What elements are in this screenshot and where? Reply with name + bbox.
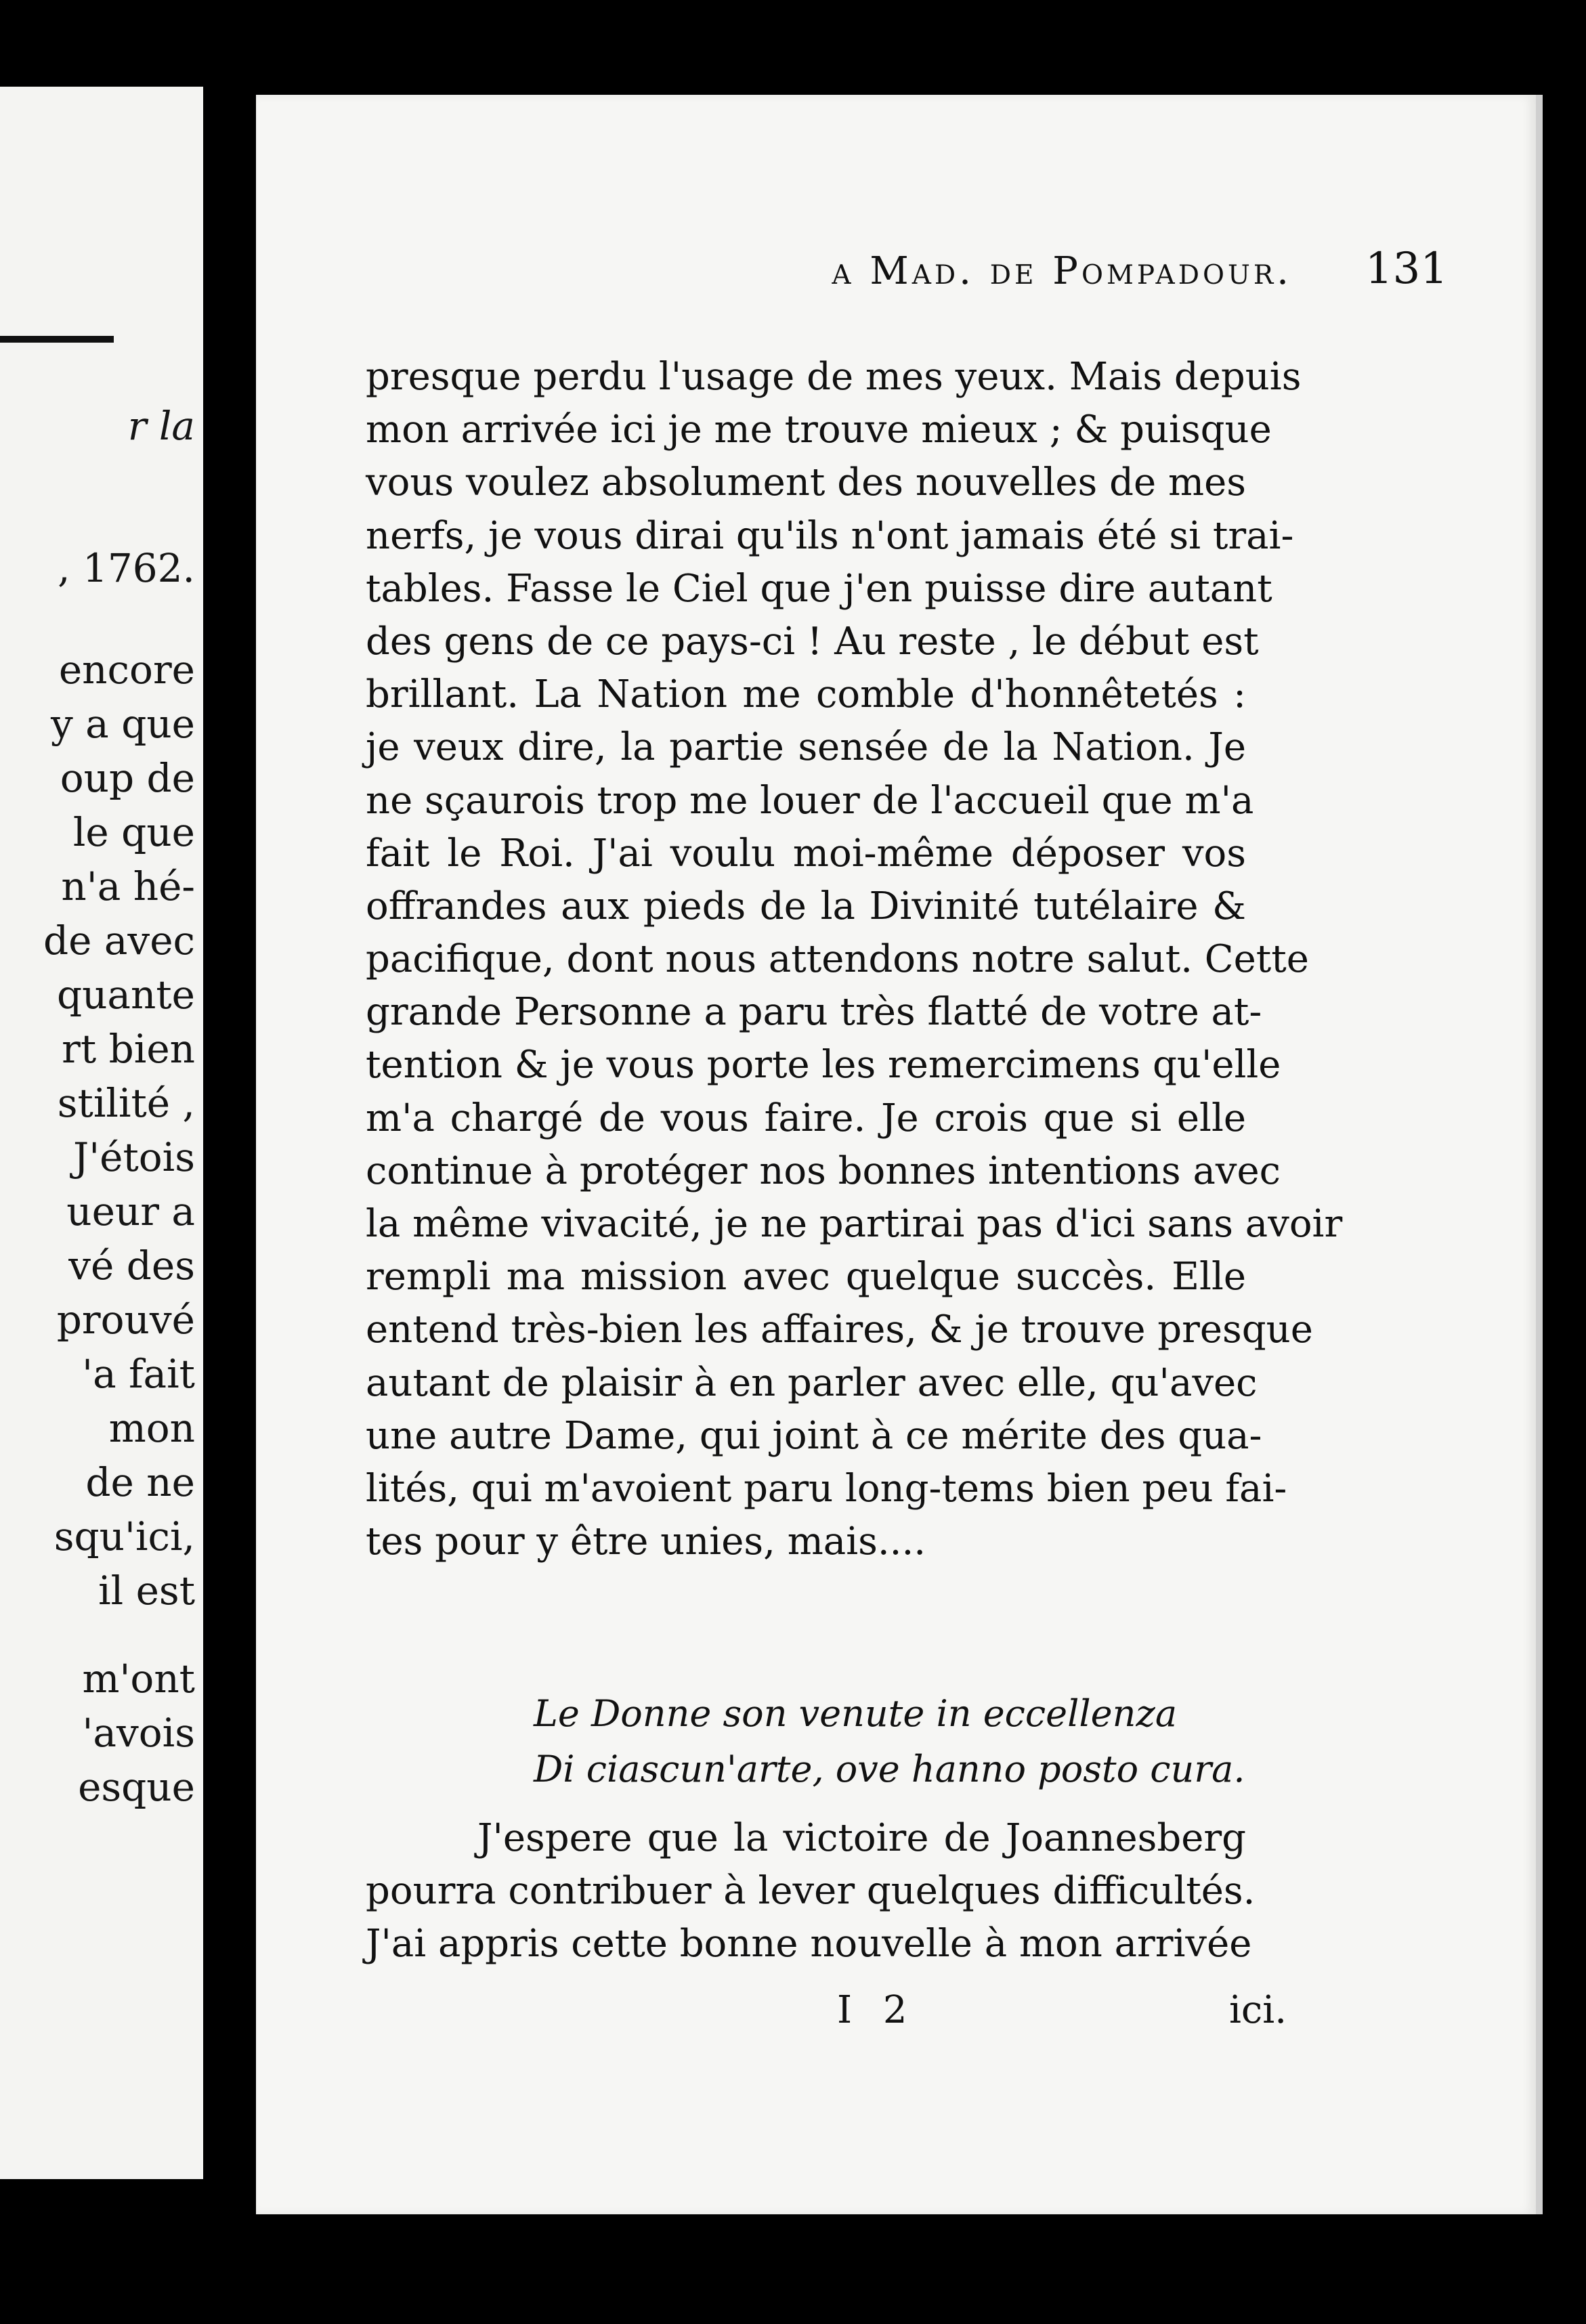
text-line: ne sçaurois trop me louer de l'accueil que m'a [366, 778, 1254, 823]
left-page-line: y a que [50, 701, 195, 747]
text-line: pourra contribuer à lever quelques difficultés. [366, 1869, 1256, 1914]
left-page-line: m'ont [82, 1656, 195, 1702]
verse-line: Di ciascun'arte, ove hanno posto cura. [534, 1748, 1245, 1790]
left-page-line: n'a hé- [61, 863, 195, 909]
left-page-line: 'a fait [82, 1351, 195, 1397]
text-line: offrandes aux pieds de la Divinité tutélaire & [366, 884, 1246, 928]
text-line: J'ai appris cette bonne nouvelle à mon arrivée [366, 1922, 1252, 1966]
right-page [256, 95, 1543, 2214]
left-page-line: mon [108, 1405, 195, 1451]
left-page-line: r la [127, 403, 195, 449]
left-page-line: de avec [43, 918, 195, 964]
book-gutter [203, 87, 252, 2179]
signature-mark: I 2 [837, 1988, 917, 2032]
left-page-line: rt bien [62, 1026, 195, 1072]
paragraph-1 [366, 351, 1343, 1568]
text-line: autant de plaisir à en parler avec elle, qu'avec [366, 1360, 1258, 1405]
left-page-line: oup de [60, 755, 195, 801]
left-page-line: quante [56, 972, 195, 1018]
paragraph-2 [366, 1812, 1256, 1971]
text-line: continue à protéger nos bonnes intentions avec [366, 1148, 1281, 1193]
left-page-line: encore [58, 647, 195, 693]
left-page-rule [0, 336, 114, 343]
page-footer [256, 1988, 1287, 2042]
text-line: tables. Fasse le Ciel que j'en puisse dire autant [366, 566, 1272, 611]
left-page-line: ueur a [66, 1188, 195, 1234]
text-line: nerfs, je vous dirai qu'ils n'ont jamais été si trai- [366, 513, 1294, 558]
text-line: une autre Dame, qui joint à ce mérite des qua- [366, 1413, 1262, 1458]
text-line: m'a chargé de vous faire. Je crois que si elle [366, 1096, 1246, 1140]
left-page-line: 'avois [82, 1710, 195, 1756]
verse-line: Le Donne son venute in eccellenza [534, 1692, 1178, 1735]
left-page-line: J'étois [72, 1134, 195, 1180]
left-page-line: prouvé [56, 1297, 195, 1343]
text-line: pacifique, dont nous attendons notre salut. Cette [366, 937, 1309, 982]
text-line: rempli ma mission avec quelque succès. Elle [366, 1255, 1246, 1299]
left-page-line: stilité , [57, 1080, 195, 1126]
left-page-line: il est [98, 1568, 195, 1614]
text-line: entend très-bien les affaires, & je trouve presque [366, 1308, 1313, 1352]
text-line: mon arrivée ici je me trouve mieux ; & puisque [366, 408, 1272, 452]
text-line: tes pour y être unies, mais.... [366, 1520, 926, 1564]
text-line: grande Personne a paru très flatté de votre at- [366, 990, 1262, 1035]
left-page-line: esque [78, 1764, 195, 1810]
left-page-line: le que [72, 809, 195, 855]
left-page-line: , 1762. [58, 545, 195, 591]
left-page-line: de ne [85, 1459, 195, 1505]
text-line: tention & je vous porte les remercimens qu'elle [366, 1043, 1281, 1088]
left-page-line: vé des [68, 1243, 195, 1289]
text-line: fait le Roi. J'ai voulu moi-même déposer vos [366, 831, 1246, 876]
catchword: ici. [1229, 1988, 1287, 2032]
left-page-line: squ'ici, [53, 1513, 195, 1559]
text-line: J'espere que la victoire de Joannesberg [477, 1816, 1246, 1860]
text-line: vous voulez absolument des nouvelles de mes [366, 460, 1246, 505]
verse-quotation [534, 1686, 1319, 1797]
text-line: la même vivacité, je ne partirai pas d'ici sans avoir [366, 1202, 1343, 1246]
running-head: a Mad. de Pompadour. [832, 249, 1292, 293]
text-line: presque perdu l'usage de mes yeux. Mais depuis [366, 355, 1302, 399]
text-line: je veux dire, la partie sensée de la Nation. Je [366, 725, 1246, 770]
text-line: lités, qui m'avoient paru long-tems bien peu fai- [366, 1466, 1287, 1511]
page-number: 131 [1365, 244, 1448, 294]
text-line: des gens de ce pays-ci ! Au reste , le début est [366, 619, 1259, 664]
text-line: brillant. La Nation me comble d'honnêtetés : [366, 672, 1246, 717]
left-page-fragment [0, 87, 203, 2179]
